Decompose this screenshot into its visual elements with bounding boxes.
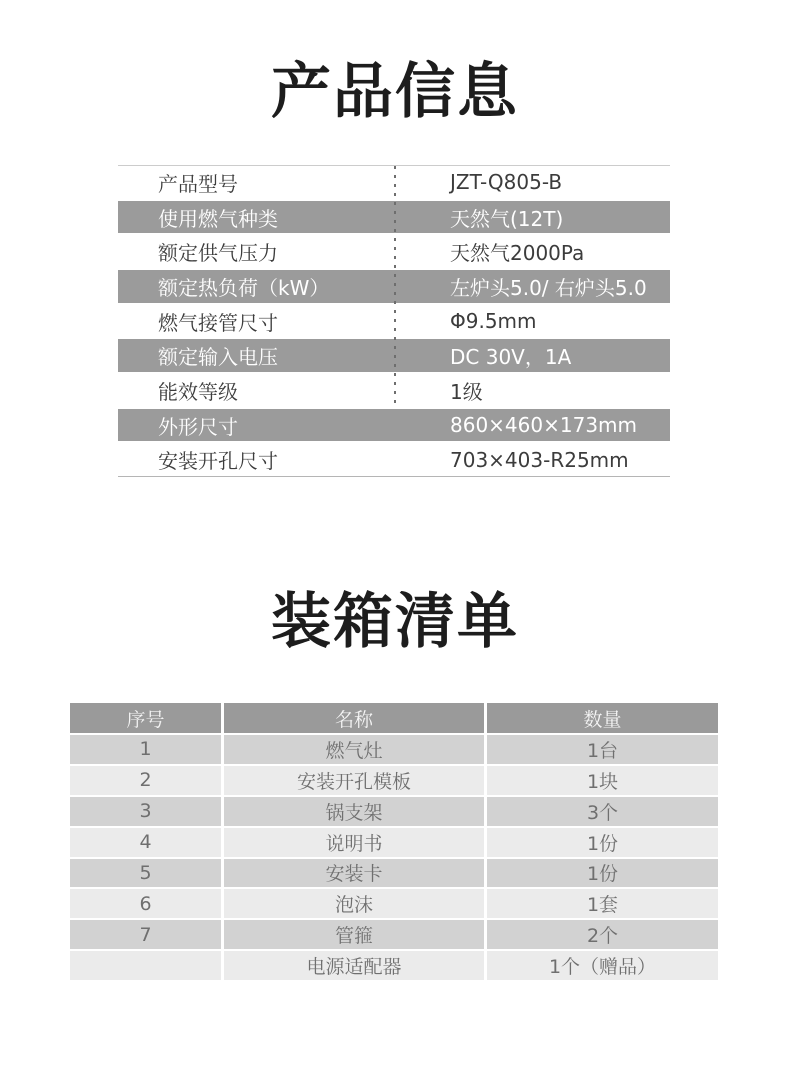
cell-qty: 1台 xyxy=(487,735,718,764)
spec-label: 外形尺寸 xyxy=(158,414,238,439)
cell-name: 安装开孔模板 xyxy=(224,766,484,795)
packing-list-table xyxy=(70,703,718,980)
cell-no: 5 xyxy=(70,859,221,888)
spec-row-outer-size xyxy=(118,407,670,444)
spec-value: 左炉头5.0/ 右炉头5.0 xyxy=(450,275,647,300)
packing-row xyxy=(70,797,718,826)
packing-row xyxy=(70,889,718,918)
spec-label: 燃气接管尺寸 xyxy=(158,310,278,335)
spec-value: DC 30V，1A xyxy=(450,345,572,370)
packing-row xyxy=(70,766,718,795)
spec-value: JZT-Q805-B xyxy=(450,170,563,195)
cell-qty: 1个（赠品） xyxy=(487,951,718,980)
cell-qty: 1套 xyxy=(487,889,718,918)
packing-row xyxy=(70,828,718,857)
spec-value: 703×403-R25mm xyxy=(450,447,629,472)
packing-header-row xyxy=(70,703,718,733)
header-cell-qty: 数量 xyxy=(487,703,718,733)
header-cell-no: 序号 xyxy=(70,703,221,733)
packing-row xyxy=(70,735,718,764)
spec-value: 1级 xyxy=(450,379,483,404)
cell-no: 6 xyxy=(70,889,221,918)
cell-name: 泡沫 xyxy=(224,889,484,918)
packing-row xyxy=(70,920,718,949)
spec-row-cutout-size xyxy=(118,443,670,476)
cell-qty: 1份 xyxy=(487,859,718,888)
spec-label: 使用燃气种类 xyxy=(158,206,278,231)
cell-qty: 3个 xyxy=(487,797,718,826)
product-spec-table xyxy=(118,165,670,477)
cell-name: 管箍 xyxy=(224,920,484,949)
spec-value: Φ9.5mm xyxy=(450,309,537,334)
product-info-title: 产品信息 xyxy=(271,57,519,127)
cell-qty: 1份 xyxy=(487,828,718,857)
header-cell-name: 名称 xyxy=(224,703,484,733)
spec-label: 安装开孔尺寸 xyxy=(158,449,278,474)
spec-value: 860×460×173mm xyxy=(450,413,638,438)
packing-list-title: 装箱清单 xyxy=(271,587,519,657)
spec-value: 天然气2000Pa xyxy=(450,241,585,266)
spec-label: 额定输入电压 xyxy=(158,345,278,370)
packing-row xyxy=(70,859,718,888)
packing-row xyxy=(70,951,718,980)
spec-value: 天然气(12T) xyxy=(450,206,564,231)
cell-name: 说明书 xyxy=(224,828,484,857)
spec-label: 能效等级 xyxy=(158,379,238,404)
cell-no: 2 xyxy=(70,766,221,795)
cell-qty: 2个 xyxy=(487,920,718,949)
cell-no: 3 xyxy=(70,797,221,826)
spec-label: 额定热负荷（kW） xyxy=(158,275,330,300)
cell-no: 4 xyxy=(70,828,221,857)
cell-name: 锅支架 xyxy=(224,797,484,826)
cell-name: 电源适配器 xyxy=(224,951,484,980)
cell-name: 燃气灶 xyxy=(224,735,484,764)
spec-column-divider xyxy=(394,166,396,407)
spec-label: 额定供气压力 xyxy=(158,241,278,266)
cell-qty: 1块 xyxy=(487,766,718,795)
cell-no: 7 xyxy=(70,920,221,949)
cell-no: 1 xyxy=(70,735,221,764)
cell-no xyxy=(70,951,221,980)
cell-name: 安装卡 xyxy=(224,859,484,888)
spec-label: 产品型号 xyxy=(158,171,238,196)
